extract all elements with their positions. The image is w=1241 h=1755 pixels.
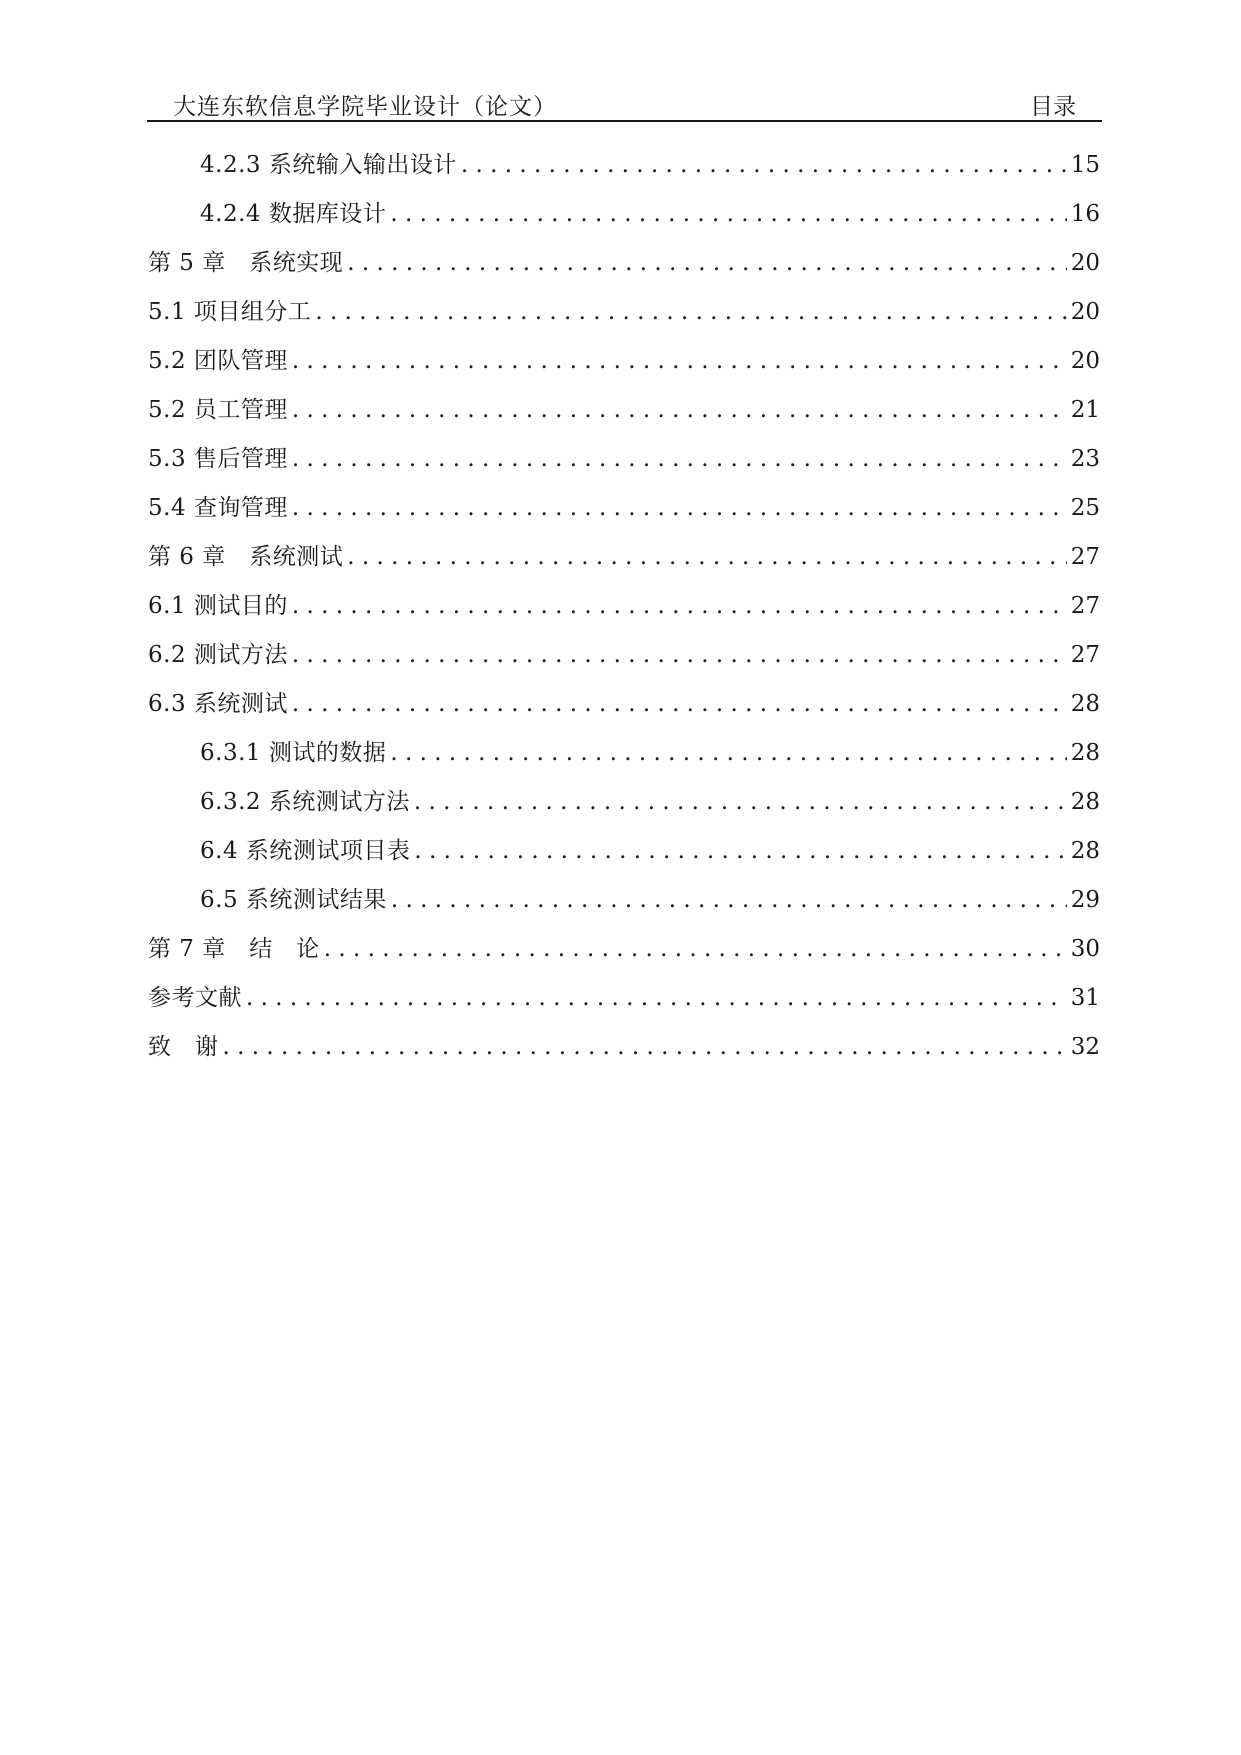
toc-page-number: 31 xyxy=(1070,985,1100,1011)
toc-dot-leader xyxy=(391,876,1067,925)
toc-page-number: 28 xyxy=(1070,789,1100,815)
toc-entry-title: 6.3 系统测试 xyxy=(148,691,288,717)
document-title: 大连东软信息学院毕业设计（论文） xyxy=(173,94,557,120)
toc-entry-title: 第 5 章 系统实现 xyxy=(148,250,344,276)
toc-entry-title: 第 6 章 系统测试 xyxy=(148,544,344,570)
section-title: 目录 xyxy=(1030,94,1076,120)
toc-entry[interactable] xyxy=(148,631,1100,680)
toc-entry[interactable] xyxy=(148,925,1100,974)
toc-entry-title: 致 谢 xyxy=(148,1034,219,1060)
toc-dot-leader xyxy=(324,925,1067,974)
toc-page-number: 23 xyxy=(1070,446,1100,472)
toc-entry[interactable] xyxy=(148,974,1100,1023)
toc-entry[interactable] xyxy=(148,288,1100,337)
toc-page-number: 28 xyxy=(1070,691,1100,717)
toc-page-number: 27 xyxy=(1070,593,1100,619)
toc-dot-leader xyxy=(414,827,1066,876)
toc-entry[interactable] xyxy=(148,680,1100,729)
toc-entry-title: 4.2.4 数据库设计 xyxy=(200,201,387,227)
toc-dot-leader xyxy=(292,386,1067,435)
toc-page-number: 27 xyxy=(1070,544,1100,570)
toc-page-number: 28 xyxy=(1070,740,1100,766)
toc-entry-title: 6.5 系统测试结果 xyxy=(200,887,387,913)
toc-page-number: 27 xyxy=(1070,642,1100,668)
toc-entry[interactable] xyxy=(148,141,1100,190)
toc-dot-leader xyxy=(315,288,1066,337)
toc-entry[interactable] xyxy=(148,435,1100,484)
toc-entry[interactable] xyxy=(148,1023,1100,1072)
toc-entry-title: 6.1 测试目的 xyxy=(148,593,288,619)
toc-entry-title: 5.1 项目组分工 xyxy=(148,299,312,325)
toc-page-number: 32 xyxy=(1070,1034,1100,1060)
toc-dot-leader xyxy=(390,729,1066,778)
toc-dot-leader xyxy=(292,435,1067,484)
toc-entry-title: 6.3.1 测试的数据 xyxy=(200,740,387,766)
toc-page-number: 20 xyxy=(1070,299,1100,325)
toc-entry[interactable] xyxy=(148,239,1100,288)
toc-dot-leader xyxy=(292,484,1067,533)
toc-entry[interactable] xyxy=(148,582,1100,631)
toc-entry-title: 5.4 查询管理 xyxy=(148,495,288,521)
toc-dot-leader xyxy=(347,239,1066,288)
toc-entry[interactable] xyxy=(148,386,1100,435)
toc-dot-leader xyxy=(390,190,1066,239)
toc-dot-leader xyxy=(292,680,1067,729)
toc-page-number: 16 xyxy=(1070,201,1100,227)
toc-page-number: 20 xyxy=(1070,348,1100,374)
toc-entry-title: 5.2 团队管理 xyxy=(148,348,288,374)
toc-dot-leader xyxy=(414,778,1067,827)
toc-entry-title: 6.3.2 系统测试方法 xyxy=(200,789,410,815)
toc-dot-leader xyxy=(223,1023,1067,1072)
toc-dot-leader xyxy=(461,141,1067,190)
page-header xyxy=(147,84,1102,122)
toc-page-number: 20 xyxy=(1070,250,1100,276)
toc-entry-title: 5.3 售后管理 xyxy=(148,446,288,472)
toc-entry-title: 第 7 章 结 论 xyxy=(148,936,320,962)
toc-entry[interactable] xyxy=(148,337,1100,386)
toc-page-number: 21 xyxy=(1070,397,1100,423)
toc-entry-title: 6.2 测试方法 xyxy=(148,642,288,668)
toc-dot-leader xyxy=(292,582,1067,631)
toc-page-number: 30 xyxy=(1070,936,1100,962)
toc-entry[interactable] xyxy=(148,484,1100,533)
toc-page-number: 28 xyxy=(1070,838,1100,864)
toc-page-number: 29 xyxy=(1070,887,1100,913)
toc-entry[interactable] xyxy=(148,876,1100,925)
toc-dot-leader xyxy=(246,974,1067,1023)
toc-entry[interactable] xyxy=(148,190,1100,239)
toc-entry[interactable] xyxy=(148,533,1100,582)
toc-entry-title: 参考文献 xyxy=(148,985,242,1011)
toc-page-number: 25 xyxy=(1070,495,1100,521)
toc-entry-title: 4.2.3 系统输入输出设计 xyxy=(200,152,457,178)
toc-dot-leader xyxy=(292,631,1067,680)
toc-dot-leader xyxy=(347,533,1066,582)
toc-dot-leader xyxy=(292,337,1067,386)
toc-entry[interactable] xyxy=(148,827,1100,876)
toc-entry-title: 5.2 员工管理 xyxy=(148,397,288,423)
toc-entry-title: 6.4 系统测试项目表 xyxy=(200,838,411,864)
toc-entry[interactable] xyxy=(148,778,1100,827)
toc-page-number: 15 xyxy=(1070,152,1100,178)
toc-entry[interactable] xyxy=(148,729,1100,778)
table-of-contents xyxy=(148,141,1100,1072)
